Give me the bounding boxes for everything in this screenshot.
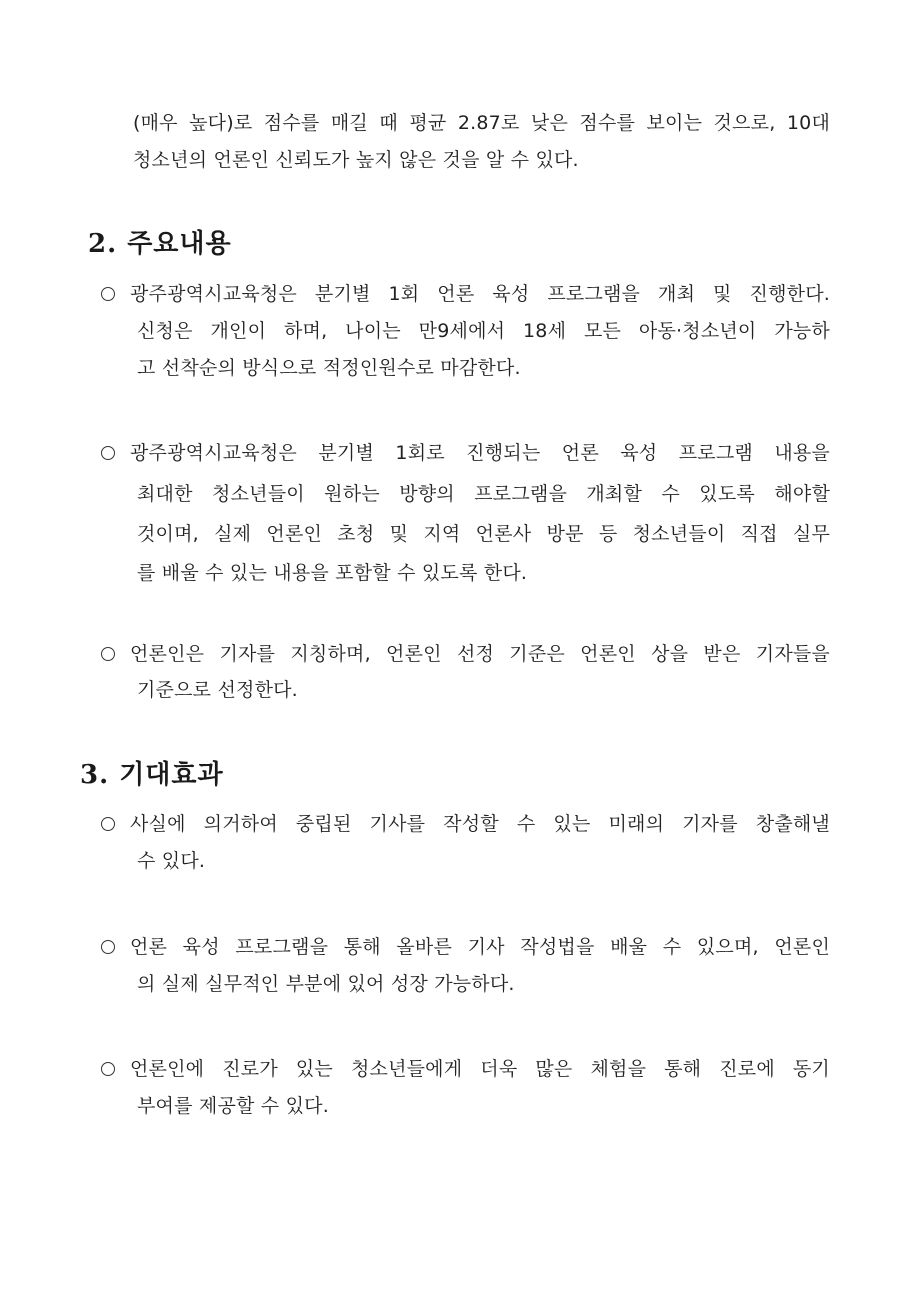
list-item-line: 것이며, 실제 언론인 초청 및 지역 언론사 방문 등 청소년들이 직접 실무	[137, 523, 830, 545]
list-item-line: 를 배울 수 있는 내용을 포함할 수 있도록 한다.	[137, 562, 528, 584]
circle-bullet-icon	[101, 817, 115, 831]
list-item-line: 의 실제 실무적인 부분에 있어 성장 가능하다.	[137, 973, 515, 995]
list-item-line: 최대한 청소년들이 원하는 방향의 프로그램을 개최할 수 있도록 해야할	[137, 483, 830, 505]
list-item-line: 부여를 제공할 수 있다.	[137, 1095, 329, 1117]
intro-line: 청소년의 언론인 신뢰도가 높지 않은 것을 알 수 있다.	[133, 149, 579, 171]
list-item-line: 사실에 의거하여 중립된 기사를 작성할 수 있는 미래의 기자를 창출해낼	[130, 813, 830, 835]
circle-bullet-icon	[101, 287, 115, 301]
circle-bullet-icon	[101, 647, 115, 661]
list-item-line: 광주광역시교육청은 분기별 1회로 진행되는 언론 육성 프로그램 내용을	[130, 442, 830, 464]
section-heading-expected-effects: 3. 기대효과	[80, 760, 224, 790]
intro-line: (매우 높다)로 점수를 매길 때 평균 2.87로 낮은 점수를 보이는 것으로, 10대	[133, 112, 830, 134]
circle-bullet-icon	[101, 1062, 115, 1076]
section-heading-main-content: 2. 주요내용	[88, 229, 232, 259]
list-item-line: 언론 육성 프로그램을 통해 올바른 기사 작성법을 배울 수 있으며, 언론인	[130, 936, 830, 958]
circle-bullet-icon	[101, 446, 115, 460]
list-item-line: 신청은 개인이 하며, 나이는 만9세에서 18세 모든 아동·청소년이 가능하	[137, 320, 830, 342]
list-item-line: 고 선착순의 방식으로 적정인원수로 마감한다.	[137, 357, 521, 379]
list-item-line: 기준으로 선정한다.	[137, 679, 298, 701]
list-item-line: 광주광역시교육청은 분기별 1회 언론 육성 프로그램을 개최 및 진행한다.	[130, 283, 830, 305]
circle-bullet-icon	[101, 940, 115, 954]
list-item-line: 수 있다.	[137, 850, 206, 872]
list-item-line: 언론인은 기자를 지칭하며, 언론인 선정 기준은 언론인 상을 받은 기자들을	[130, 643, 830, 665]
list-item-line: 언론인에 진로가 있는 청소년들에게 더욱 많은 체험을 통해 진로에 동기	[130, 1058, 830, 1080]
